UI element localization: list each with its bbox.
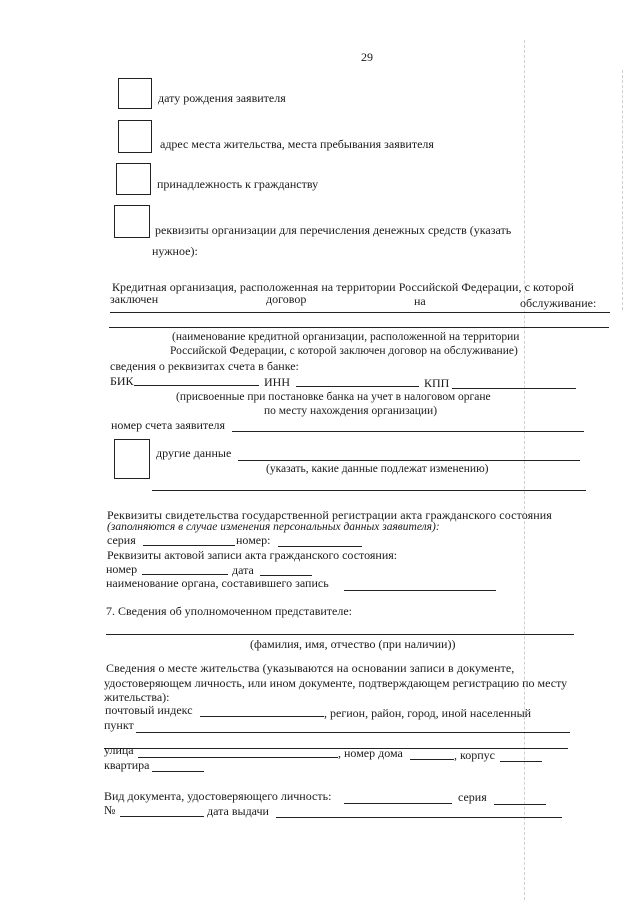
postal-index-label: почтовый индекс — [105, 703, 193, 717]
doc-type-field[interactable] — [344, 803, 452, 804]
reg-seria-field[interactable] — [143, 545, 235, 546]
postal-index-field[interactable] — [200, 716, 324, 717]
scan-artifact-line — [524, 40, 525, 900]
residence-line-2: удостоверяющем личность, или ином документе, подтверждающем регистрацию по месту — [104, 676, 568, 690]
credit-org-caption-1: (наименование кредитной организации, расположенной на территории — [172, 331, 520, 343]
flat-field[interactable] — [152, 771, 204, 772]
page-number: 29 — [361, 50, 373, 64]
reg-nomer-label: номер: — [236, 533, 271, 547]
issue-date-field[interactable] — [276, 817, 562, 818]
registration-title: Реквизиты свидетельства государственной регистрации акта гражданского состояния — [107, 508, 552, 522]
checkbox-address[interactable] — [118, 120, 152, 153]
record-data-label: дата — [232, 563, 254, 577]
inn-field[interactable] — [296, 386, 419, 387]
record-nomer-field[interactable] — [142, 574, 228, 575]
punkt-field[interactable] — [136, 732, 570, 733]
registration-note: (заполняются в случае изменения персональных данных заявителя): — [107, 521, 440, 533]
issue-date-label: дата выдачи — [207, 804, 269, 818]
representative-caption: (фамилия, имя, отчество (при наличии)) — [250, 637, 456, 651]
credit-org-caption-2: Российской Федерации, с которой заключен договор на обслуживание) — [170, 345, 518, 357]
account-info-label: сведения о реквизитах счета в банке: — [110, 359, 299, 373]
doc-number-label: № — [104, 803, 116, 817]
label-org-requisites: реквизиты организации для перечисления денежных средств (указать — [155, 223, 512, 237]
doc-type-label: Вид документа, удостоверяющего личность: — [104, 789, 332, 803]
punkt-label: пункт — [104, 718, 134, 732]
credit-org-field-2[interactable] — [109, 327, 609, 328]
record-title: Реквизиты актовой записи акта гражданского состояния: — [107, 548, 398, 562]
street-label: улица — [104, 743, 134, 757]
kpp-label: КПП — [424, 376, 450, 390]
record-nomer-label: номер — [106, 562, 138, 576]
bank-caption-2: по месту нахождения организации) — [264, 405, 438, 417]
bank-caption-1: (присвоенные при постановке банка на учет в налоговом органе — [176, 391, 491, 403]
organ-label: наименование органа, составившего запись — [106, 576, 329, 590]
checkbox-other-data[interactable] — [114, 439, 150, 479]
word-na: на — [414, 294, 426, 308]
checkbox-org-requisites[interactable] — [114, 205, 150, 238]
organ-field[interactable] — [344, 590, 496, 591]
word-zaklyuchen: заключен — [110, 292, 159, 306]
section7-title: 7. Сведения об уполномоченном представителе: — [106, 604, 353, 618]
flat-label: квартира — [104, 758, 150, 772]
checkbox-citizenship[interactable] — [116, 163, 151, 195]
other-data-field-2[interactable] — [152, 490, 586, 491]
representative-name-field[interactable] — [106, 634, 574, 635]
region-label: , регион, район, город, иной населенный — [324, 706, 532, 720]
label-birth-date: дату рождения заявителя — [158, 91, 286, 105]
reg-nomer-field[interactable] — [278, 546, 362, 547]
kpp-field[interactable] — [452, 388, 576, 389]
other-data-caption: (указать, какие данные подлежат изменению) — [266, 463, 489, 475]
label-org-requisites-cont: нужное): — [152, 244, 198, 258]
word-obsluzhivanie: обслуживание: — [520, 296, 597, 310]
account-number-label: номер счета заявителя — [111, 418, 226, 432]
address-field-2[interactable] — [104, 748, 568, 749]
credit-org-field-1[interactable] — [110, 312, 610, 313]
checkbox-birth-date[interactable] — [118, 78, 152, 109]
word-dogovor: договор — [266, 292, 307, 306]
credit-org-line: Кредитная организация, расположенная на территории Российской Федерации, с которой — [112, 280, 574, 294]
reg-seria-label: серия — [107, 533, 136, 547]
doc-seria-field[interactable] — [494, 804, 546, 805]
label-other-data: другие данные — [156, 446, 232, 460]
doc-seria-label: серия — [458, 790, 487, 804]
other-data-field[interactable] — [238, 460, 580, 461]
label-citizenship: принадлежность к гражданству — [157, 177, 319, 191]
house-field[interactable] — [410, 759, 454, 760]
label-address: адрес места жительства, места пребывания заявителя — [160, 137, 434, 151]
inn-label: ИНН — [264, 375, 290, 389]
street-field[interactable] — [138, 757, 338, 758]
doc-number-field[interactable] — [120, 816, 204, 817]
korpus-field[interactable] — [500, 761, 542, 762]
residence-line-3: жительства): — [104, 690, 170, 704]
korpus-label: , корпус — [454, 748, 495, 762]
scan-artifact-line — [622, 70, 623, 310]
bik-label: БИК — [110, 374, 134, 388]
residence-line-1: Сведения о месте жительства (указываются на основании записи в документе, — [106, 661, 515, 675]
bik-field[interactable] — [134, 385, 259, 386]
house-label: , номер дома — [338, 746, 403, 760]
account-number-field[interactable] — [232, 431, 584, 432]
